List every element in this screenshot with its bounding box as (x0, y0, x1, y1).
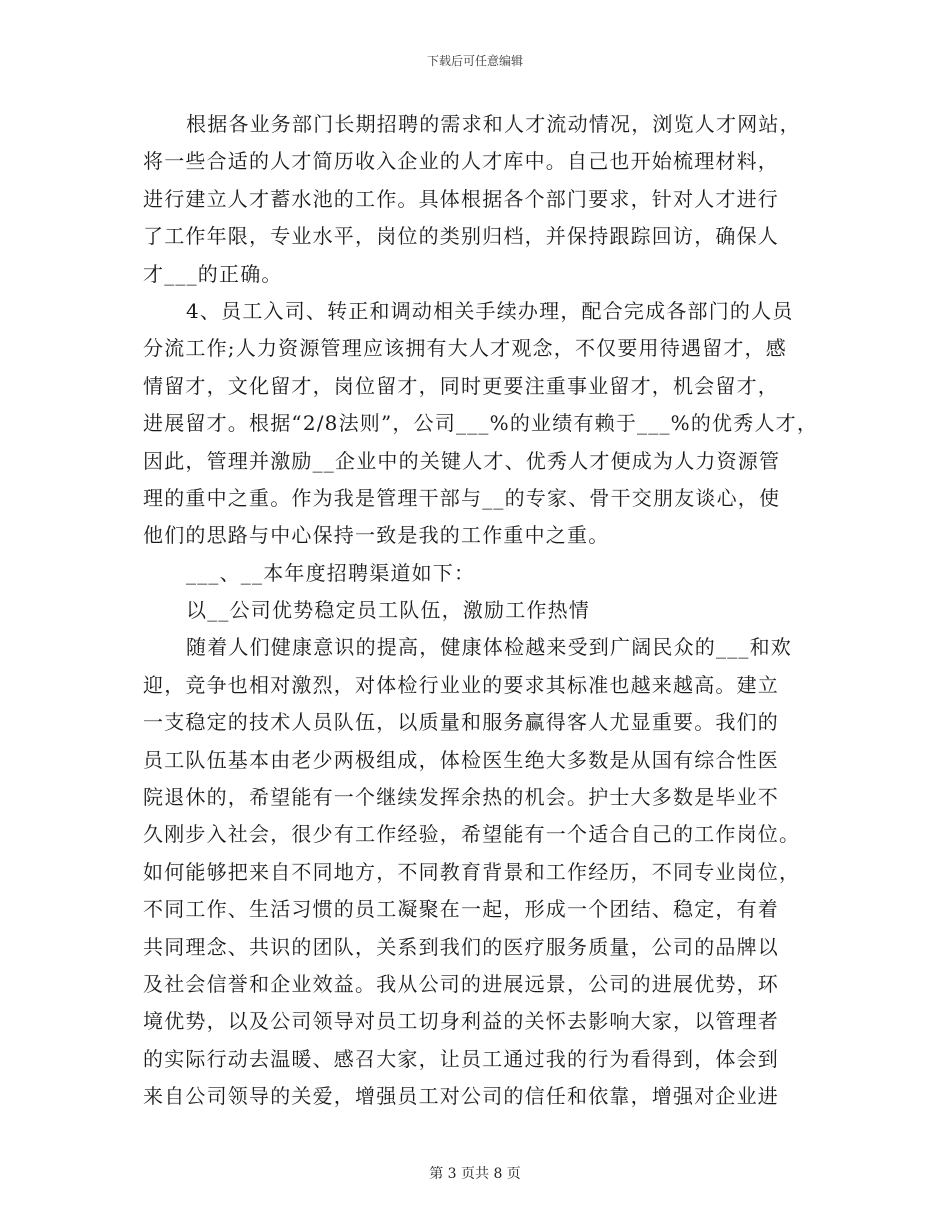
section-heading: ___、__本年度招聘渠道如下： (186, 560, 476, 585)
text-line: 情留才，文化留才，岗位留才，同时更要注重事业留才，机会留才， (143, 373, 779, 398)
text-line: 分流工作;人力资源管理应该拥有大人才观念，不仅要用待遇留才，感 (143, 336, 787, 361)
text-line: 4、员工入司、转正和调动相关手续办理，配合完成各部门的人员 (186, 298, 794, 323)
text-line: 的实际行动去温暖、感召大家，让员工通过我的行为看得到，体会到 (143, 1046, 779, 1071)
text-line: 根据各业务部门长期招聘的需求和人才流动情况，浏览人才网站， (186, 112, 801, 136)
text-line: 来自公司领导的关爱，增强员工对公司的信任和依靠，增强对企业进 (143, 1084, 779, 1109)
text-line: 境优势，以及公司领导对员工切身利益的关怀去影响大家，以管理者 (143, 1009, 779, 1034)
text-line: 及社会信誉和企业效益。我从公司的进展远景，公司的进展优势，环 (143, 971, 779, 996)
page-number: 第 3 页共 8 页 (429, 1166, 521, 1182)
text-line: 才___的正确。 (143, 261, 283, 286)
text-line: 员工队伍基本由老少两极组成，体检医生绝大多数是从国有综合性医 (143, 747, 779, 772)
document-body (143, 106, 833, 1116)
text-line: 理的重中之重。作为我是管理干部与__的专家、骨干交朋友谈心，使 (143, 485, 781, 510)
text-line: 因此，管理并激励__企业中的关键人才、优秀人才便成为人力资源管 (143, 448, 781, 473)
section-subheading: 以__公司优势稳定员工队伍，激励工作热情 (186, 598, 590, 623)
text-line: 他们的思路与中心保持一致是我的工作重中之重。 (143, 523, 610, 548)
text-line: 如何能够把来自不同地方，不同教育背景和工作经历，不同专业岗位， (143, 859, 801, 884)
page-header: 下载后可任意编辑 (426, 54, 523, 68)
text-line: 进展留才。根据“2/8法则”，公司___%的业绩有赖于___%的优秀人才， (143, 411, 819, 436)
text-line: 不同工作、生活习惯的员工凝聚在一起，形成一个团结、稳定，有着 (143, 897, 779, 922)
text-line: 将一些合适的人才简历收入企业的人才库中。自己也开始梳理材料， (143, 149, 779, 174)
text-line: 了工作年限，专业水平，岗位的类别归档，并保持跟踪回访，确保人 (143, 224, 779, 249)
text-line: 久刚步入社会，很少有工作经验，希望能有一个适合自己的工作岗位。 (143, 822, 801, 847)
text-line: 随着人们健康意识的提高，健康体检越来受到广阔民众的___和欢 (186, 635, 792, 660)
text-line: 一支稳定的技术人员队伍，以质量和服务赢得客人尤显重要。我们的 (143, 710, 779, 735)
text-line: 迎，竞争也相对激烈，对体检行业业的要求其标准也越来越高。建立 (143, 672, 779, 697)
text-line: 进行建立人才蓄水池的工作。具体根据各个部门要求，针对人才进行 (143, 186, 779, 211)
text-line: 院退休的，希望能有一个继续发挥余热的机会。护士大多数是毕业不 (143, 785, 779, 810)
text-line: 共同理念、共识的团队，关系到我们的医疗服务质量，公司的品牌以 (143, 934, 779, 959)
